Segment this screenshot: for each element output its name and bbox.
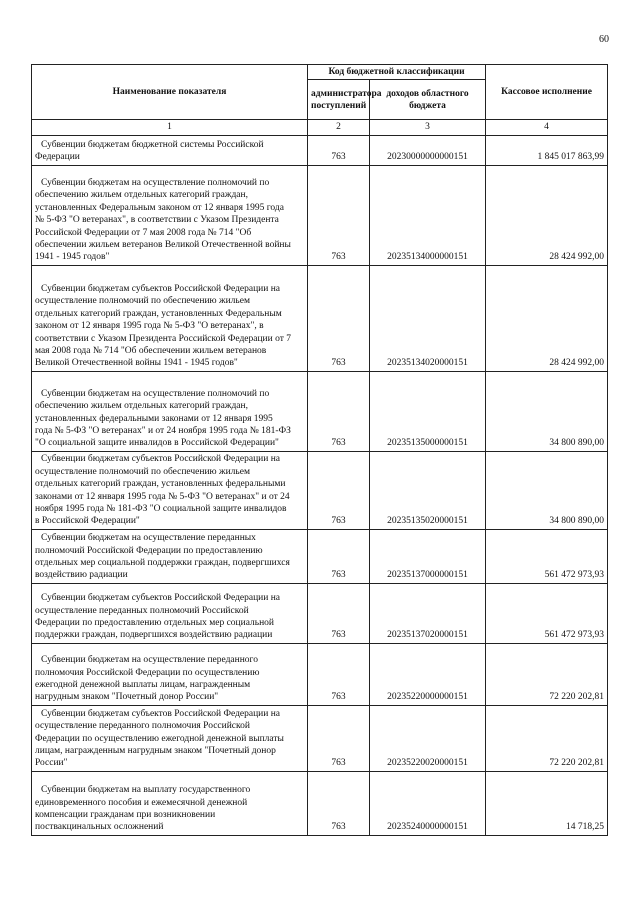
indicator-name: Субвенции бюджетам бюджетной системы Российской Федерации <box>35 140 264 163</box>
header-name: Наименование показателя <box>32 65 308 120</box>
indicator-name: Субвенции бюджетам субъектов Российской Федерации на осуществление полномочий по обеспечению жильем отдельных категорий граждан, установленных федеральными законами от 12 января 1995 года № 5-ФЗ "О ветеранах" и от 24 ноября 1995 года № 181-ФЗ "О социальной защите инвалидов в Российской Федерации" <box>35 454 290 527</box>
indicator-name: Субвенции бюджетам субъектов Российской Федерации на осуществление полномочий по обеспечению жильем отдельных категорий граждан, установленных Федеральным законом от 12 января 1995 года № 5-ФЗ "О ветеранах", в соответствии с Указом Президента Российской Федерации от 7 мая 2008 года № 714 "Об обеспечении жильем ветеранов Великой Отечественной войны 1941 - 1945 годов" <box>35 283 291 369</box>
indicator-name: Субвенции бюджетам субъектов Российской Федерации на осуществление переданных полномочий Российской Федерации по предоставлению отдельных мер социальной поддержки граждан, подвергшихся воздействию радиации <box>35 593 281 641</box>
cash-execution: 34 800 890,00 <box>486 451 608 529</box>
admin-code: 763 <box>308 583 370 643</box>
table-row <box>32 135 608 165</box>
cash-execution: 72 220 202,81 <box>486 643 608 705</box>
income-code: 20235220020000151 <box>370 705 486 771</box>
header-exec: Кассовое исполнение <box>486 65 608 120</box>
table-row <box>32 265 608 371</box>
table-row <box>32 165 608 265</box>
admin-code: 763 <box>308 451 370 529</box>
col-number: 1 <box>32 120 308 135</box>
cash-execution: 34 800 890,00 <box>486 371 608 451</box>
table-row <box>32 583 608 643</box>
budget-table <box>31 64 608 836</box>
indicator-name: Субвенции бюджетам на осуществление переданных полномочий Российской Федерации по предоставлению отдельных мер социальной поддержки граждан, подвергшихся воздействию радиации <box>35 533 290 581</box>
table-row <box>32 643 608 705</box>
header-group: Код бюджетной классификации <box>308 65 486 80</box>
admin-code: 763 <box>308 771 370 835</box>
cash-execution: 561 472 973,93 <box>486 583 608 643</box>
indicator-name: Субвенции бюджетам субъектов Российской Федерации на осуществление переданного полномочия Российской Федерации по осуществлению ежегодной денежной выплаты лицам, награжденным нагрудным знаком "Почетный донор России" <box>35 708 284 769</box>
cash-execution: 1 845 017 863,99 <box>486 135 608 165</box>
cash-execution: 28 424 992,00 <box>486 265 608 371</box>
cash-execution: 72 220 202,81 <box>486 705 608 771</box>
table-header <box>32 65 608 136</box>
income-code: 20235134020000151 <box>370 265 486 371</box>
table-row <box>32 705 608 771</box>
admin-code: 763 <box>308 165 370 265</box>
table-row <box>32 451 608 529</box>
income-code: 20230000000000151 <box>370 135 486 165</box>
income-code: 20235135020000151 <box>370 451 486 529</box>
page-number: 60 <box>599 34 609 45</box>
income-code: 20235220000000151 <box>370 643 486 705</box>
cash-execution: 28 424 992,00 <box>486 165 608 265</box>
admin-code: 763 <box>308 529 370 583</box>
table-row <box>32 771 608 835</box>
header-income: доходов областного бюджета <box>370 80 486 120</box>
indicator-name: Субвенции бюджетам на осуществление переданного полномочия Российской Федерации по осуществлению ежегодной денежной выплаты лицам, награжденным нагрудным знаком "Почетный донор России" <box>35 655 260 703</box>
header-admin: администратора поступлений <box>308 80 370 120</box>
income-code: 20235137000000151 <box>370 529 486 583</box>
table-row <box>32 371 608 451</box>
table-row <box>32 529 608 583</box>
indicator-name: Субвенции бюджетам на осуществление полномочий по обеспечению жильем отдельных категорий граждан, установленных Федеральным законом от 12 января 1995 года № 5-ФЗ "О ветеранах", в соответствии с Указом Президента Российской Федерации от 7 мая 2008 года № 714 "Об обеспечении жильем ветеранов Великой Отечественной войны 1941 - 1945 годов" <box>35 177 291 263</box>
indicator-name: Субвенции бюджетам на выплату государственного единовременного пособия и ежемесячной денежной компенсации гражданам при возникновении поствакцинальных осложнений <box>35 785 251 833</box>
admin-code: 763 <box>308 265 370 371</box>
indicator-name: Субвенции бюджетам на осуществление полномочий по обеспечению жильем отдельных категорий граждан, установленных федеральными законами от 12 января 1995 года № 5-ФЗ "О ветеранах" и от 24 ноября 1995 года № 181-ФЗ "О социальной защите инвалидов в Российской Федерации" <box>35 388 291 449</box>
col-number: 3 <box>370 120 486 135</box>
income-code: 20235135000000151 <box>370 371 486 451</box>
cash-execution: 561 472 973,93 <box>486 529 608 583</box>
cash-execution: 14 718,25 <box>486 771 608 835</box>
col-number: 2 <box>308 120 370 135</box>
income-code: 20235134000000151 <box>370 165 486 265</box>
col-number: 4 <box>486 120 608 135</box>
admin-code: 763 <box>308 135 370 165</box>
income-code: 20235137020000151 <box>370 583 486 643</box>
admin-code: 763 <box>308 643 370 705</box>
admin-code: 763 <box>308 705 370 771</box>
income-code: 20235240000000151 <box>370 771 486 835</box>
admin-code: 763 <box>308 371 370 451</box>
